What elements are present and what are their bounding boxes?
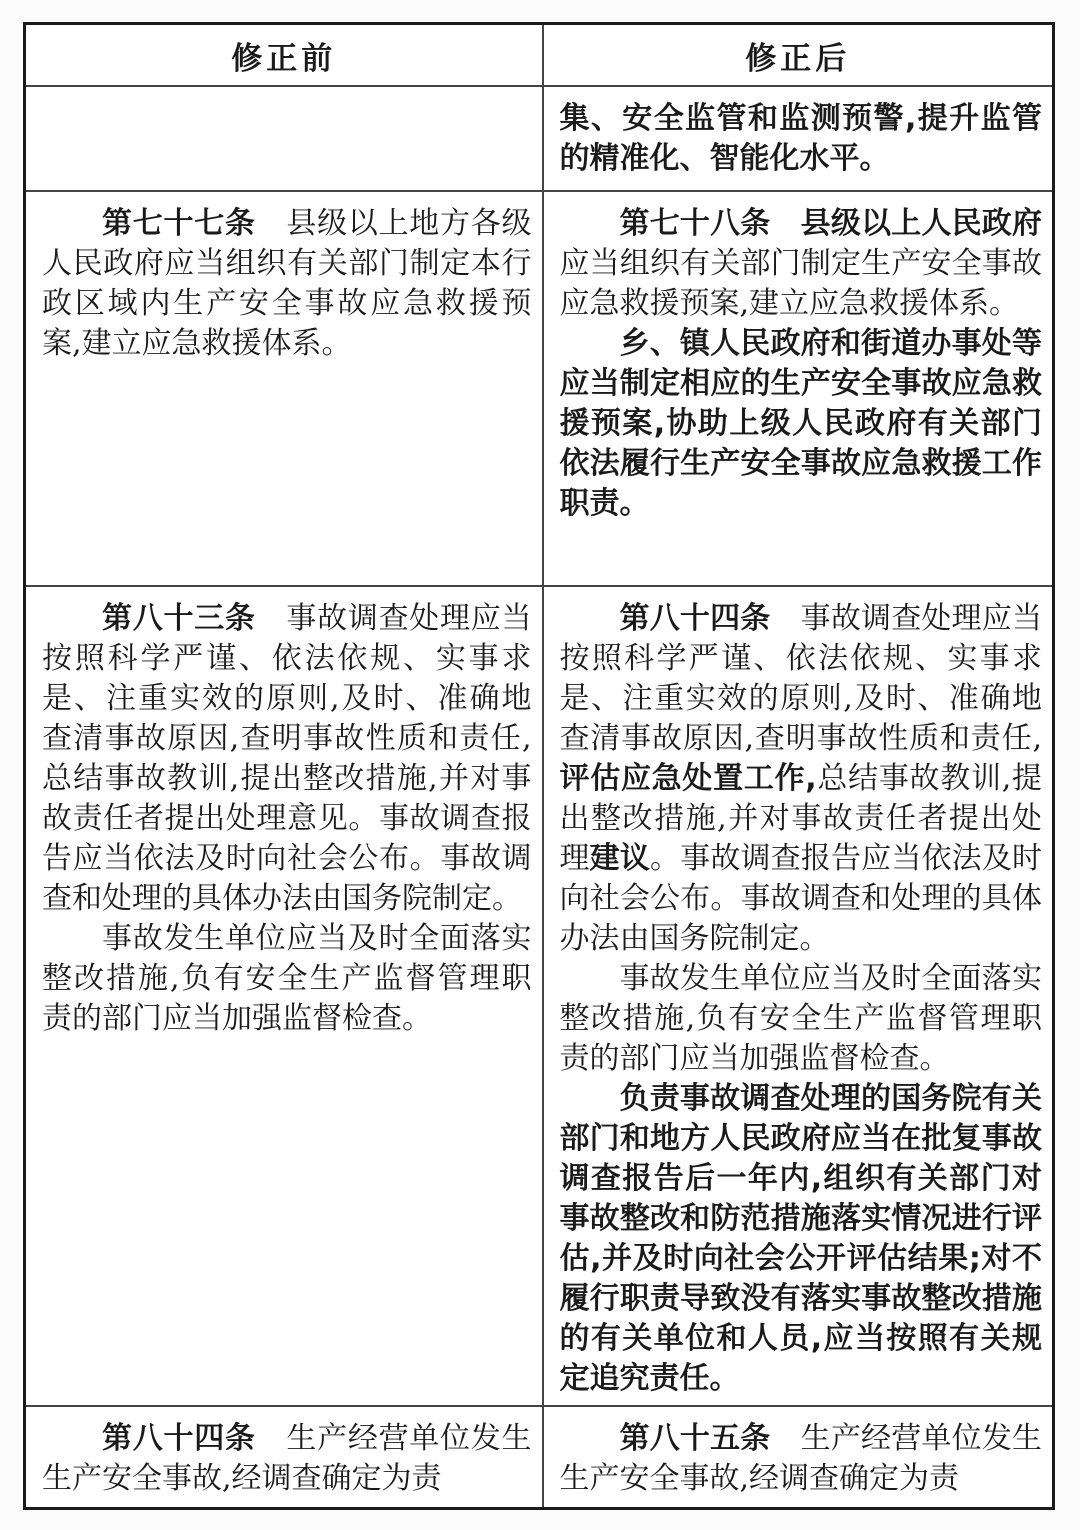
- row-article-84-85: [25, 1406, 1054, 1509]
- amended-text-segment: 集、安全监管和监测预警,提升监管的精准化、智能化水平。: [559, 101, 1042, 176]
- cell-after-article-85: [543, 1406, 1054, 1509]
- amended-text-segment: 第七十七条: [102, 206, 256, 241]
- amended-text-segment: 第八十四条: [102, 1421, 256, 1456]
- cell-after-article-84: [543, 586, 1054, 1406]
- amended-text-segment: 评估应急处置工作,: [559, 761, 817, 796]
- paragraph: [42, 919, 532, 1039]
- amended-text-segment: 负责事故调查处理的国务院有关部门和地方人民政府应当在批复事故调查报告后一年内,组织有关部门对事故整改和防范措施落实情况进行评估,并及时向社会公开评估结果;对不履行职责导致没有落实事故整改措施的有关单位和人员,应当按照有关规定追究责任。: [559, 1081, 1042, 1396]
- text-segment: 事故调查处理应当按照科学严谨、依法依规、实事求是、注重实效的原则,及时、准确地查清事故原因,查明事故性质和责任,总结事故教训,提出整改措施,并对事故责任者提出处理意见。事故调查报告应当依法及时向社会公布。事故调查和处理的具体办法由国务院制定。: [42, 601, 532, 916]
- amended-text-segment: 乡、镇人民政府和街道办事处等应当制定相应的生产安全事故应急救援预案,协助上级人民政府有关部门依法履行生产安全事故应急救援工作职责。: [559, 326, 1042, 521]
- column-header-before: 修正前: [25, 24, 543, 87]
- row-article-83-84: [25, 586, 1054, 1406]
- cell-before-article-77: [25, 191, 543, 586]
- paragraph: [560, 1079, 1043, 1399]
- paragraph: [560, 99, 1043, 179]
- text-segment: 应当组织有关部门制定生产安全事故应急救援预案,建立应急救援体系。: [559, 246, 1042, 321]
- text-segment: 。事故调查报告应当依法及时向社会公布。事故调查和处理的具体办法由国务院制定。: [559, 841, 1043, 956]
- text-segment: 事故发生单位应当及时全面落实整改措施,负有安全生产监督管理职责的部门应当加强监督检查。: [559, 961, 1042, 1076]
- paragraph: [42, 1419, 532, 1499]
- text-segment: 事故发生单位应当及时全面落实整改措施,负有安全生产监督管理职责的部门应当加强监督检查。: [42, 921, 532, 1036]
- cell-before-article-83: [25, 586, 543, 1406]
- row-spillover-text: [25, 86, 1054, 191]
- paragraph: [560, 599, 1043, 959]
- amended-text-segment: 建议: [589, 841, 651, 876]
- amended-text-segment: 第八十五条: [619, 1421, 771, 1456]
- paragraph: [560, 1419, 1043, 1499]
- text-segment: 生产经营单位发生生产安全事故,经调查确定为责: [559, 1421, 1043, 1496]
- row-article-77-78: [25, 191, 1054, 586]
- header-row: [25, 24, 1054, 87]
- paragraph: [560, 959, 1043, 1079]
- text-segment: 生产经营单位发生生产安全事故,经调查确定为责: [42, 1421, 532, 1496]
- text-segment: 县级以上地方各级人民政府应当组织有关部门制定本行政区域内生产安全事故应急救援预案,建立应急救援体系。: [42, 206, 532, 361]
- cell-before-article-84: [25, 1406, 543, 1509]
- amended-text-segment: 第八十四条: [619, 601, 771, 636]
- amended-text-segment: 第八十三条: [102, 601, 256, 636]
- cell-after-article-78: [543, 191, 1054, 586]
- paragraph: [42, 204, 532, 364]
- amendment-comparison-table: [23, 22, 1055, 1510]
- text-segment: 总结事故教训,提出整改措施,并对事故责任者提出处理: [559, 761, 1042, 876]
- paragraph: [560, 324, 1043, 524]
- paragraph: [42, 599, 532, 919]
- text-segment: 事故调查处理应当按照科学严谨、依法依规、实事求是、注重实效的原则,及时、准确地查清事故原因,查明事故性质和责任,: [559, 601, 1043, 756]
- cell-before-spillover: [25, 86, 543, 191]
- column-header-after: 修正后: [543, 24, 1054, 87]
- paragraph: [560, 204, 1043, 324]
- amended-text-segment: 第七十八条 县级以上人民政府: [619, 206, 1042, 241]
- cell-after-spillover: [543, 86, 1054, 191]
